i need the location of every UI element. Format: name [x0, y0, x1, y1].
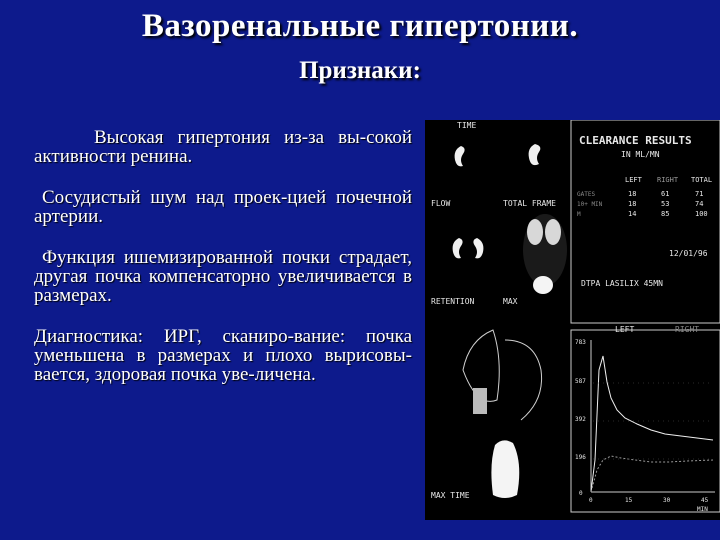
slide-title: Вазоренальные гипертонии.	[141, 8, 579, 44]
y-tick-0: 0	[579, 490, 583, 497]
row-label-1: GATES	[577, 191, 596, 198]
row2-left: 18	[628, 200, 637, 208]
x-unit-label: MIN	[697, 506, 708, 513]
max-time-kidney-shape	[491, 440, 519, 498]
curve-legend-right: RIGHT	[675, 325, 700, 334]
right-kidney-curve	[591, 456, 713, 492]
row-label-3: M	[577, 211, 581, 218]
max-time-outline-right	[505, 340, 542, 420]
slide-subtitle: Признаки:	[299, 57, 421, 84]
total-frame-bladder-shape	[533, 276, 553, 294]
row1-right: 61	[661, 190, 670, 198]
x-tick-15: 15	[625, 497, 633, 504]
retention-label: RETENTION	[431, 297, 475, 306]
x-tick-0: 0	[589, 497, 593, 504]
clearance-results-panel	[571, 120, 720, 323]
total-frame-kidney-left-shape	[527, 219, 543, 245]
curve-gridlines	[593, 383, 713, 459]
paragraph-diagnostics: Диагностика: ИРГ, сканиро-вание: почка уменьшена в размерах и плохо вырисовы-вается, здоровая почка уве-личена.	[34, 326, 412, 385]
y-tick-587: 587	[575, 378, 586, 385]
curve-legend-left: LEFT	[615, 325, 635, 334]
max-label: MAX	[503, 297, 518, 306]
col-right-header: RIGHT	[657, 176, 679, 184]
max-time-roi-box	[473, 388, 487, 414]
col-left-header: LEFT	[625, 176, 642, 184]
renogram-scan-image	[425, 120, 720, 520]
y-tick-392: 392	[575, 416, 586, 423]
clearance-results-title: CLEARANCE RESULTS	[579, 134, 692, 147]
retention-kidney-right-shape	[473, 238, 483, 258]
kidney-images-panel	[431, 121, 567, 500]
paragraph-kidney-function: Функция ишемизированной почки страдает, другая почка компенсаторно увеличивается в размерах.	[34, 247, 412, 306]
study-date: 12/01/96	[669, 249, 708, 258]
row3-left: 14	[628, 210, 637, 218]
flow-label: FLOW	[431, 199, 451, 208]
flow-kidney-right-shape	[529, 144, 541, 165]
time-label: TIME	[457, 121, 477, 130]
renogram-curve-panel	[571, 325, 720, 513]
study-protocol: DTPA LASILIX 45MN	[581, 279, 663, 288]
retention-kidney-left-shape	[453, 238, 463, 258]
total-frame-kidney-right-shape	[545, 219, 561, 245]
total-frame-label: TOTAL FRAME	[503, 199, 556, 208]
row1-left: 18	[628, 190, 637, 198]
row2-total: 74	[695, 200, 704, 208]
row2-right: 53	[661, 200, 670, 208]
left-kidney-curve	[591, 356, 713, 492]
col-total-header: TOTAL	[691, 176, 713, 184]
x-tick-30: 30	[663, 497, 671, 504]
y-tick-196: 196	[575, 454, 586, 461]
max-time-label: MAX TIME	[431, 491, 470, 500]
row3-right: 85	[661, 210, 670, 218]
clearance-results-unit: IN ML/MN	[621, 150, 660, 159]
y-tick-783: 783	[575, 339, 586, 346]
paragraph-high-hypertension: Высокая гипертония из-за вы-сокой активности ренина.	[34, 127, 412, 167]
flow-kidney-left-shape	[455, 146, 465, 166]
paragraph-vascular-murmur: Сосудистый шум над проек-цией почечной артерии.	[34, 187, 412, 227]
row3-total: 100	[695, 210, 708, 218]
x-tick-45: 45	[701, 497, 709, 504]
row1-total: 71	[695, 190, 704, 198]
signs-text-block	[34, 128, 412, 406]
row-label-2: 10+ MIN	[577, 201, 603, 208]
